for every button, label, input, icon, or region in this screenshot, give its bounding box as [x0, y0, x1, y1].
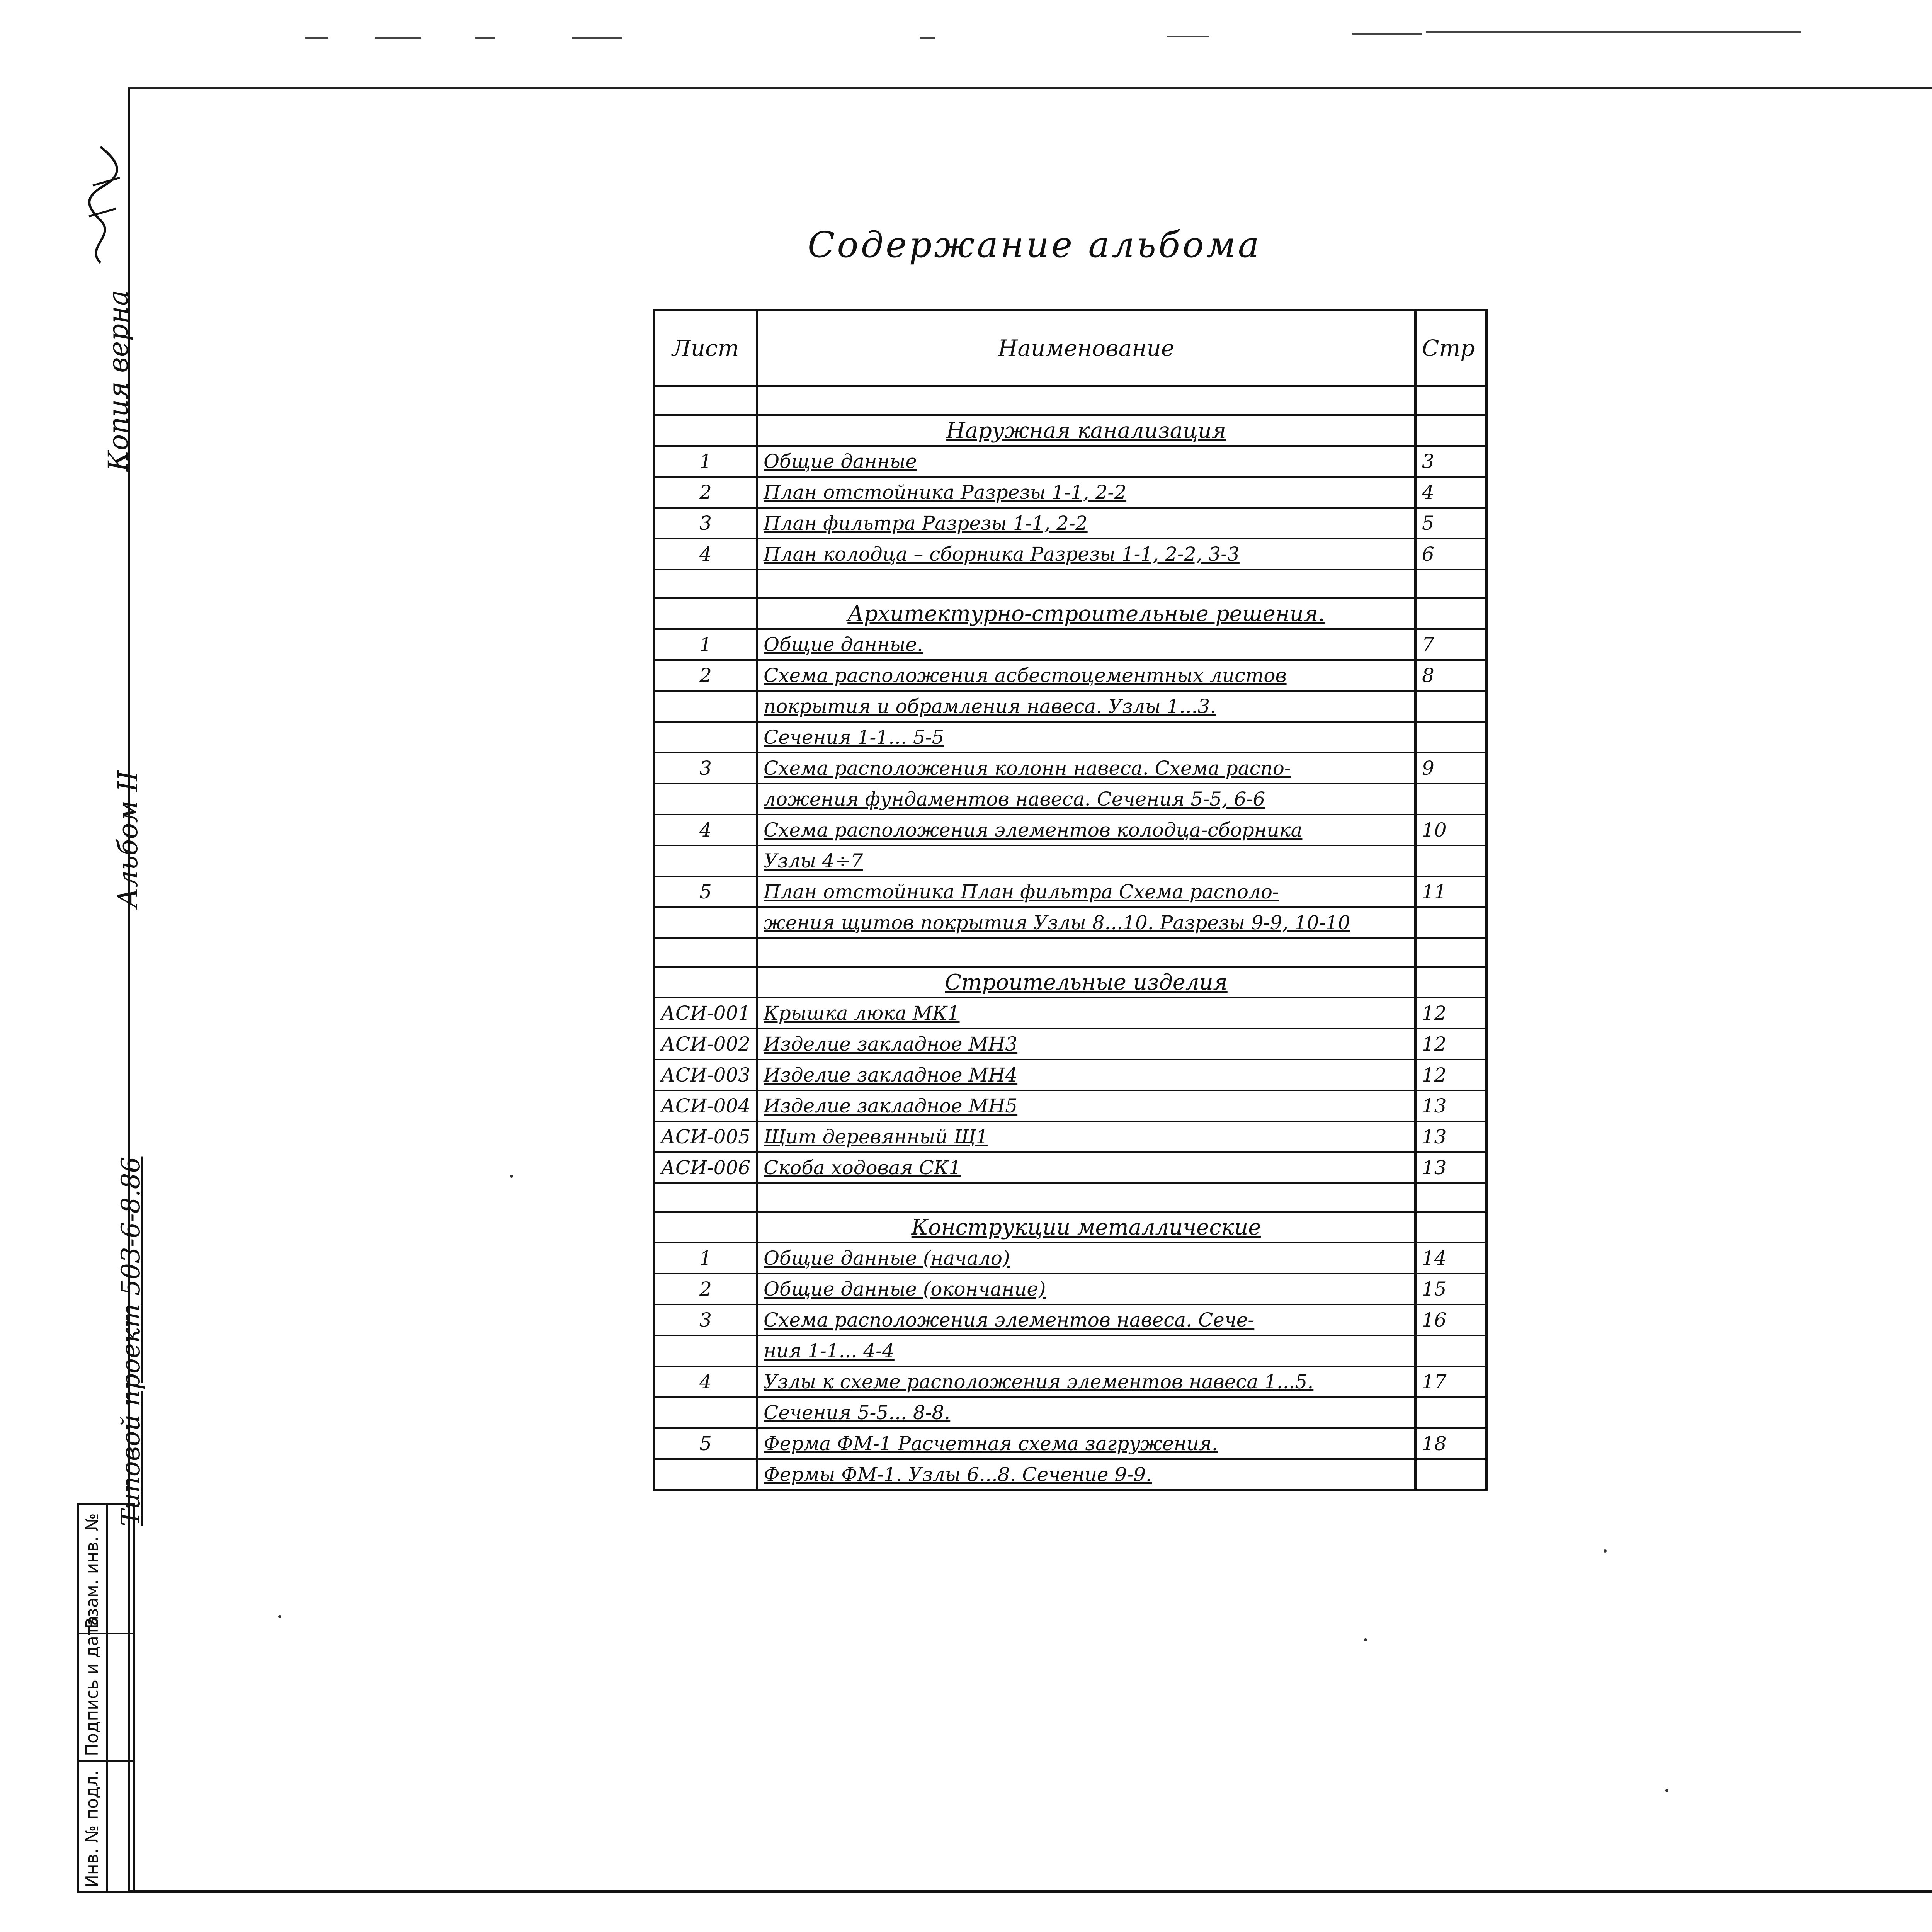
row-name: Изделие закладное МН4: [757, 1060, 1415, 1090]
row-name: Схема расположения асбестоцементных листов: [757, 660, 1415, 691]
row-page: [1415, 1335, 1486, 1366]
row-sheet: АСИ-003: [654, 1060, 757, 1090]
row-name: План колодца – сборника Разрезы 1-1, 2-2, 3-3: [757, 539, 1415, 570]
blank-cell: [757, 938, 1415, 967]
scan-dash: [1167, 36, 1209, 37]
row-page: 17: [1415, 1366, 1486, 1397]
section-sheet-cell: [654, 967, 757, 998]
row-name: Общие данные.: [757, 629, 1415, 660]
section-title-row: [654, 967, 1486, 998]
table-row: [654, 722, 1486, 753]
row-page: 13: [1415, 1090, 1486, 1121]
row-sheet: 5: [654, 1428, 757, 1459]
row-name: Изделие закладное МН3: [757, 1029, 1415, 1060]
row-page: 3: [1415, 446, 1486, 477]
section-title-row: [654, 598, 1486, 629]
row-name: покрытия и обрамления навеса. Узлы 1...3.: [757, 691, 1415, 722]
section-sheet-cell: [654, 598, 757, 629]
row-name: План отстойника План фильтра Схема располо-: [757, 876, 1415, 907]
table-row: [654, 1366, 1486, 1397]
row-sheet: [654, 845, 757, 876]
row-page: 13: [1415, 1121, 1486, 1152]
blank-cell: [1415, 1183, 1486, 1212]
scan-dash: [375, 37, 421, 39]
row-page: 12: [1415, 998, 1486, 1029]
row-sheet: 4: [654, 1366, 757, 1397]
table-row: [654, 1090, 1486, 1121]
blank-cell: [654, 386, 757, 415]
scan-speck: [1665, 1789, 1668, 1792]
table-row: [654, 477, 1486, 508]
section-page-cell: [1415, 598, 1486, 629]
scan-dash: [305, 37, 328, 39]
row-name: Фермы ФМ-1. Узлы 6...8. Сечение 9-9.: [757, 1459, 1415, 1490]
table-row: [654, 784, 1486, 815]
table-row: [654, 1459, 1486, 1490]
table-row: [654, 539, 1486, 570]
blank-cell: [1415, 386, 1486, 415]
row-sheet: 4: [654, 539, 757, 570]
blank-cell: [757, 1183, 1415, 1212]
scan-dash: [920, 37, 935, 39]
row-name: Общие данные (окончание): [757, 1274, 1415, 1304]
blank-row: [654, 570, 1486, 598]
scan-speck: [1364, 1638, 1367, 1641]
table-row: [654, 446, 1486, 477]
left-stamp-block: [77, 1503, 135, 1893]
row-sheet: 2: [654, 1274, 757, 1304]
row-name: План отстойника Разрезы 1-1, 2-2: [757, 477, 1415, 508]
row-page: [1415, 1459, 1486, 1490]
stamp-divider: [79, 1760, 133, 1762]
row-name: Крышка люка МК1: [757, 998, 1415, 1029]
row-sheet: АСИ-002: [654, 1029, 757, 1060]
table-row: [654, 998, 1486, 1029]
scan-speck: [278, 1615, 281, 1618]
table-row: [654, 753, 1486, 784]
row-sheet: 1: [654, 629, 757, 660]
section-title: Строительные изделия: [757, 967, 1415, 998]
table-row: [654, 1397, 1486, 1428]
row-page: 8: [1415, 660, 1486, 691]
row-page: 14: [1415, 1243, 1486, 1274]
scan-dash: [475, 37, 495, 39]
row-sheet: [654, 1459, 757, 1490]
table-row: [654, 629, 1486, 660]
table-row: [654, 876, 1486, 907]
table-row: [654, 1152, 1486, 1183]
row-name: Щит деревянный Щ1: [757, 1121, 1415, 1152]
row-sheet: [654, 1335, 757, 1366]
row-name: Схема расположения колонн навеса. Схема распо-: [757, 753, 1415, 784]
row-page: 18: [1415, 1428, 1486, 1459]
row-page: 5: [1415, 508, 1486, 539]
row-page: 16: [1415, 1304, 1486, 1335]
contents-body: [654, 386, 1486, 1490]
row-page: [1415, 845, 1486, 876]
table-row: [654, 1121, 1486, 1152]
row-page: 11: [1415, 876, 1486, 907]
row-name: Общие данные: [757, 446, 1415, 477]
row-page: 7: [1415, 629, 1486, 660]
row-page: [1415, 691, 1486, 722]
row-page: [1415, 1397, 1486, 1428]
table-row: [654, 907, 1486, 938]
row-sheet: [654, 691, 757, 722]
table-row: [654, 1243, 1486, 1274]
row-sheet: 3: [654, 508, 757, 539]
header-sheet: Лист: [654, 310, 757, 386]
header-name: Наименование: [757, 310, 1415, 386]
section-page-cell: [1415, 1212, 1486, 1243]
copy-verified-note: Копия верна: [102, 290, 134, 471]
blank-cell: [654, 938, 757, 967]
scan-speck: [1604, 1549, 1607, 1553]
row-page: 13: [1415, 1152, 1486, 1183]
table-row: [654, 1060, 1486, 1090]
row-name: Общие данные (начало): [757, 1243, 1415, 1274]
row-name: Схема расположения элементов колодца-сборника: [757, 815, 1415, 845]
row-sheet: АСИ-001: [654, 998, 757, 1029]
row-name: Сечения 5-5... 8-8.: [757, 1397, 1415, 1428]
stamp-signature-date: Подпись и дата: [82, 1615, 102, 1756]
row-sheet: 4: [654, 815, 757, 845]
table-row: [654, 660, 1486, 691]
table-row: [654, 845, 1486, 876]
row-sheet: 1: [654, 446, 757, 477]
blank-cell: [654, 1183, 757, 1212]
project-note: Типовой проект 503-6-8.86: [116, 1156, 146, 1526]
row-name: Скоба ходовая СК1: [757, 1152, 1415, 1183]
scan-dash: [1426, 31, 1801, 33]
scan-dash: [572, 37, 622, 39]
table-row: [654, 508, 1486, 539]
row-name: План фильтра Разрезы 1-1, 2-2: [757, 508, 1415, 539]
scan-speck: [510, 1175, 513, 1178]
album-note: Альбом II: [112, 770, 144, 908]
row-sheet: 2: [654, 477, 757, 508]
row-sheet: [654, 1397, 757, 1428]
row-sheet: [654, 907, 757, 938]
blank-cell: [654, 570, 757, 598]
row-name: жения щитов покрытия Узлы 8...10. Разрезы 9-9, 10-10: [757, 907, 1415, 938]
section-page-cell: [1415, 415, 1486, 446]
row-sheet: [654, 784, 757, 815]
section-title-row: [654, 415, 1486, 446]
table-row: [654, 1335, 1486, 1366]
row-name: Узлы 4÷7: [757, 845, 1415, 876]
row-name: Изделие закладное МН5: [757, 1090, 1415, 1121]
contents-table: [653, 309, 1488, 1491]
row-sheet: АСИ-005: [654, 1121, 757, 1152]
row-sheet: 2: [654, 660, 757, 691]
table-row: [654, 1304, 1486, 1335]
row-page: [1415, 784, 1486, 815]
section-title: Конструкции металлические: [757, 1212, 1415, 1243]
row-name: Схема расположения элементов навеса. Сече-: [757, 1304, 1415, 1335]
row-name: Ферма ФМ-1 Расчетная схема загружения.: [757, 1428, 1415, 1459]
table-header-row: [654, 310, 1486, 386]
row-name: ложения фундаментов навеса. Сечения 5-5, 6-6: [757, 784, 1415, 815]
row-page: 4: [1415, 477, 1486, 508]
blank-cell: [757, 570, 1415, 598]
row-page: 12: [1415, 1060, 1486, 1090]
row-page: 10: [1415, 815, 1486, 845]
row-sheet: 3: [654, 753, 757, 784]
section-sheet-cell: [654, 415, 757, 446]
section-title: Наружная канализация: [757, 415, 1415, 446]
table-row: [654, 1428, 1486, 1459]
section-title: Архитектурно-строительные решения.: [757, 598, 1415, 629]
table-row: [654, 1029, 1486, 1060]
blank-cell: [757, 386, 1415, 415]
verification-signature: [77, 139, 128, 267]
row-page: [1415, 722, 1486, 753]
row-page: 15: [1415, 1274, 1486, 1304]
header-page: Стр: [1415, 310, 1486, 386]
section-title-row: [654, 1212, 1486, 1243]
blank-row: [654, 1183, 1486, 1212]
page-title: Содержание альбома: [808, 224, 1262, 265]
row-sheet: АСИ-004: [654, 1090, 757, 1121]
row-page: 9: [1415, 753, 1486, 784]
row-name: Сечения 1-1... 5-5: [757, 722, 1415, 753]
row-name: Узлы к схеме расположения элементов навеса 1...5.: [757, 1366, 1415, 1397]
row-sheet: 1: [654, 1243, 757, 1274]
blank-row: [654, 386, 1486, 415]
section-sheet-cell: [654, 1212, 757, 1243]
table-row: [654, 815, 1486, 845]
stamp-replaces-inv: Взам. инв. №: [82, 1513, 102, 1629]
section-page-cell: [1415, 967, 1486, 998]
table-row: [654, 691, 1486, 722]
row-page: [1415, 907, 1486, 938]
row-page: 12: [1415, 1029, 1486, 1060]
row-sheet: АСИ-006: [654, 1152, 757, 1183]
row-sheet: 5: [654, 876, 757, 907]
blank-row: [654, 938, 1486, 967]
blank-cell: [1415, 938, 1486, 967]
row-page: 6: [1415, 539, 1486, 570]
stamp-divider: [106, 1505, 108, 1891]
blank-cell: [1415, 570, 1486, 598]
stamp-inv-original: Инв. № подл.: [82, 1770, 102, 1888]
row-sheet: [654, 722, 757, 753]
row-name: ния 1-1... 4-4: [757, 1335, 1415, 1366]
table-row: [654, 1274, 1486, 1304]
scan-dash: [1352, 33, 1422, 35]
row-sheet: 3: [654, 1304, 757, 1335]
